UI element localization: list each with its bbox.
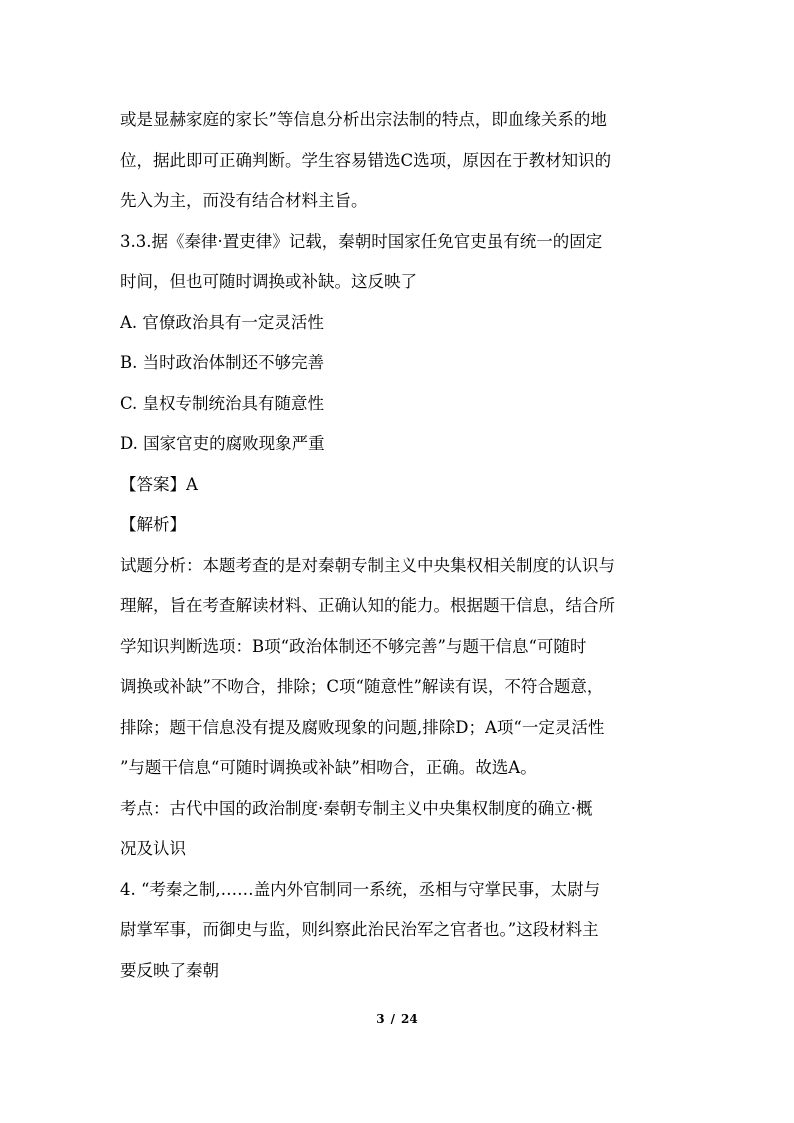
analysis-text: 排除；题干信息没有提及腐败现象的问题,排除D；A项“一定灵活性: [120, 717, 605, 737]
analysis-text: 学知识判断选项：B项“政治体制还不够完善”与题干信息“可随时: [120, 636, 587, 656]
analysis-text: ”与题干信息“可随时调换或补缺”相吻合，正确。故选A。: [120, 758, 537, 777]
question-4-stem: 4. “考秦之制,……盖内外官制同一系统，丞相与守掌民事，太尉与: [120, 879, 601, 899]
key-point-text: 考点：古代中国的政治制度·秦朝专制主义中央集权制度的确立·概: [120, 798, 593, 818]
text-line: 或是显赫家庭的家长”等信息分析出宗法制的特点，即血缘关系的地: [120, 110, 607, 129]
question-4-stem-cont: 要反映了秦朝: [120, 960, 219, 980]
key-point-text: 况及认识: [120, 839, 186, 858]
document-body: [120, 100, 680, 991]
analysis-label: 【解析】: [120, 515, 186, 534]
option-b: B. 当时政治体制还不够完善: [120, 353, 325, 372]
analysis-text: 理解，旨在考查解读材料、正确认知的能力。根据题干信息，结合所: [120, 596, 615, 615]
text-line: 位，据此即可正确判断。学生容易错选C选项，原因在于教材知识的: [120, 150, 612, 170]
option-c: C. 皇权专制统治具有随意性: [120, 393, 325, 413]
question-3-stem: 3.3.据《秦律·置吏律》记载，秦朝时国家任免官吏虽有统一的固定: [120, 231, 603, 251]
question-4-stem-cont: 尉掌军事，而御史与监，则纠察此治民治军之官者也。”这段材料主: [120, 920, 599, 939]
question-3-stem-cont: 时间，但也可随时调换或补缺。这反映了: [120, 272, 417, 291]
text-line: 先入为主，而没有结合材料主旨。: [120, 191, 368, 210]
answer-label: 【答案】A: [120, 474, 198, 494]
page-separator: /: [390, 1012, 396, 1026]
page-number: [0, 1012, 794, 1026]
analysis-text: 调换或补缺”不吻合，排除；C项“随意性”解读有误，不符合题意，: [120, 677, 604, 696]
total-pages-number: 24: [401, 1012, 418, 1026]
analysis-text: 试题分析：本题考查的是对秦朝专制主义中央集权相关制度的认识与: [120, 555, 615, 575]
current-page-number: 3: [376, 1012, 385, 1026]
option-a: A. 官僚政治具有一定灵活性: [120, 312, 324, 332]
option-d: D. 国家官吏的腐败现象严重: [120, 434, 325, 453]
